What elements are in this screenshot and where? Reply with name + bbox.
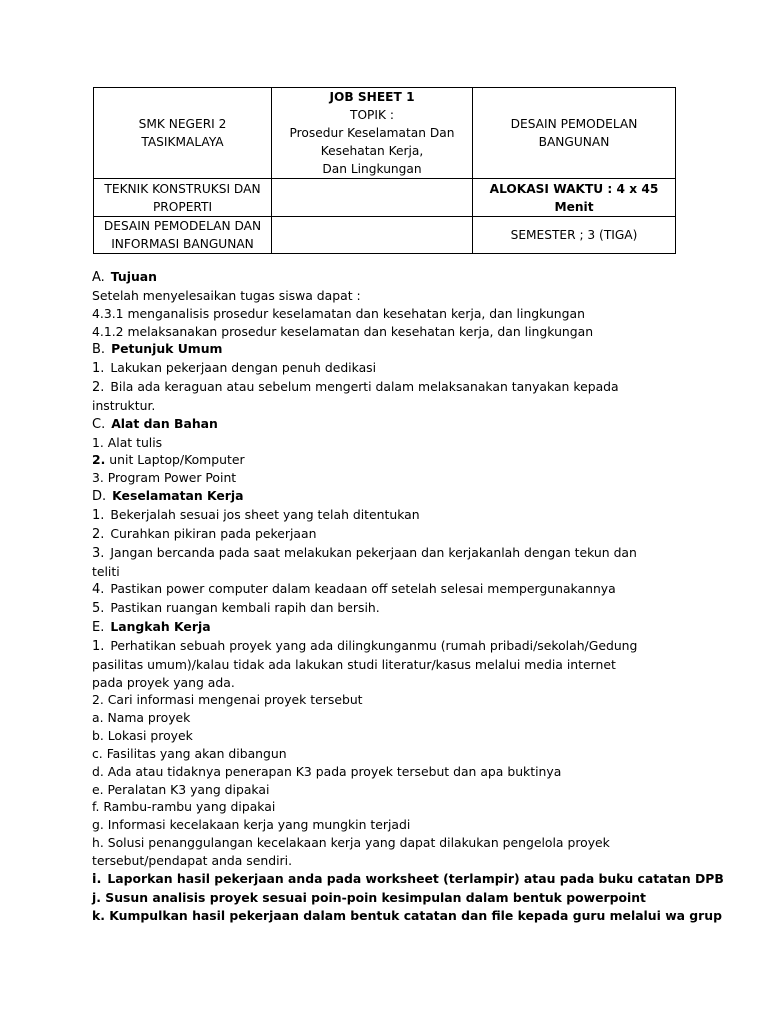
text-line: 4.1.2 melaksanakan prosedur keselamatan dan kesehatan kerja, dan lingkungan [92,323,594,339]
list-item: 4. Pastikan power computer dalam keadaan off setelah selesai mempergunakannya [92,581,616,598]
text-line: teliti [92,563,120,579]
semester-cell: SEMESTER ; 3 (TIGA) [473,217,676,254]
sub-item: e. Peralatan K3 yang dipakai [92,781,270,797]
sub-item: h. Solusi penanggulangan kecelakaan kerja yang dapat dilakukan pengelola proyek [92,835,610,851]
list-item: 2. Curahkan pikiran pada pekerjaan [92,525,317,542]
text-line: pasilitas umum)/kalau tidak ada lakukan studi literatur/kasus melalui media internet [92,656,616,672]
job-sheet-title: JOB SHEET 1 [329,90,415,104]
sub-item: f. Rambu-rambu yang dipakai [92,799,276,815]
section-heading-a: A. Tujuan [92,269,157,285]
empty-cell-2 [272,217,473,254]
text-line: pada proyek yang ada. [92,674,235,690]
header-table [93,87,676,254]
list-item: 1. Perhatikan sebuah proyek yang ada dilingkunganmu (rumah pribadi/sekolah/Gedung [92,637,638,654]
topic-line-2: Kesehatan Kerja, [320,144,424,158]
list-item: 1. Bekerjalah sesuai jos sheet yang telah ditentukan [92,506,420,523]
school-name-cell: SMK NEGERI 2 TASIKMALAYA [94,88,272,179]
text-line: tersebut/pendapat anda sendiri. [92,853,293,868]
list-item: 5. Pastikan ruangan kembali rapih dan bersih. [92,600,380,617]
list-item: 1. Lakukan pekerjaan dengan penuh dedikasi [92,360,377,377]
sub-item: a. Nama proyek [92,710,191,726]
bold-item: k. Kumpulkan hasil pekerjaan dalam bentuk catatan dan file kepada guru melalui wa grup [92,907,722,923]
topic-line-1: Prosedur Keselamatan Dan [289,126,455,140]
topic-label: TOPIK : [350,108,394,122]
topic-line-3: Dan Lingkungan [322,162,422,176]
time-allocation-cell: ALOKASI WAKTU : 4 x 45 Menit [473,179,676,217]
list-item: 3. Jangan bercanda pada saat melakukan pekerjaan dan kerjakanlah dengan tekun dan [92,544,637,561]
text-line: 4.3.1 menganalisis prosedur keselamatan dan kesehatan kerja, dan lingkungan [92,305,585,321]
sub-item: c. Fasilitas yang akan dibangun [92,745,287,761]
text-line: instruktur. [92,397,156,413]
section-heading-c: C. Alat dan Bahan [92,415,218,432]
list-item: 3. Program Power Point [92,470,237,486]
section-heading-e: E. Langkah Kerja [92,619,211,636]
section-heading-d: D. Keselamatan Kerja [92,488,244,505]
program-cell: TEKNIK KONSTRUKSI DAN PROPERTI [94,179,272,217]
list-item: 1. Alat tulis [92,434,163,450]
bold-item: j. Susun analisis proyek sesuai poin-poin kesimpulan dalam bentuk powerpoint [92,889,646,905]
bold-item: i. Laporkan hasil pekerjaan anda pada worksheet (terlampir) atau pada buku catatan DPB [92,870,724,887]
list-item: 2. Cari informasi mengenai proyek tersebut [92,692,363,708]
sub-item: d. Ada atau tidaknya penerapan K3 pada proyek tersebut dan apa buktinya [92,763,562,779]
empty-cell-1 [272,179,473,217]
list-item: 2. Bila ada keraguan atau sebelum mengerti dalam melaksanakan tanyakan kepada [92,379,619,396]
list-item: 2. unit Laptop/Komputer [92,452,245,468]
topic-cell [272,88,473,179]
subject-cell: DESAIN PEMODELAN BANGUNAN [473,88,676,179]
sub-item: b. Lokasi proyek [92,728,193,744]
section-heading-b: B. Petunjuk Umum [92,341,223,358]
job-sheet-content [92,268,724,924]
competency-cell: DESAIN PEMODELAN DAN INFORMASI BANGUNAN [94,217,272,254]
sub-item: g. Informasi kecelakaan kerja yang mungkin terjadi [92,817,411,833]
text-line: Setelah menyelesaikan tugas siswa dapat : [92,287,361,303]
